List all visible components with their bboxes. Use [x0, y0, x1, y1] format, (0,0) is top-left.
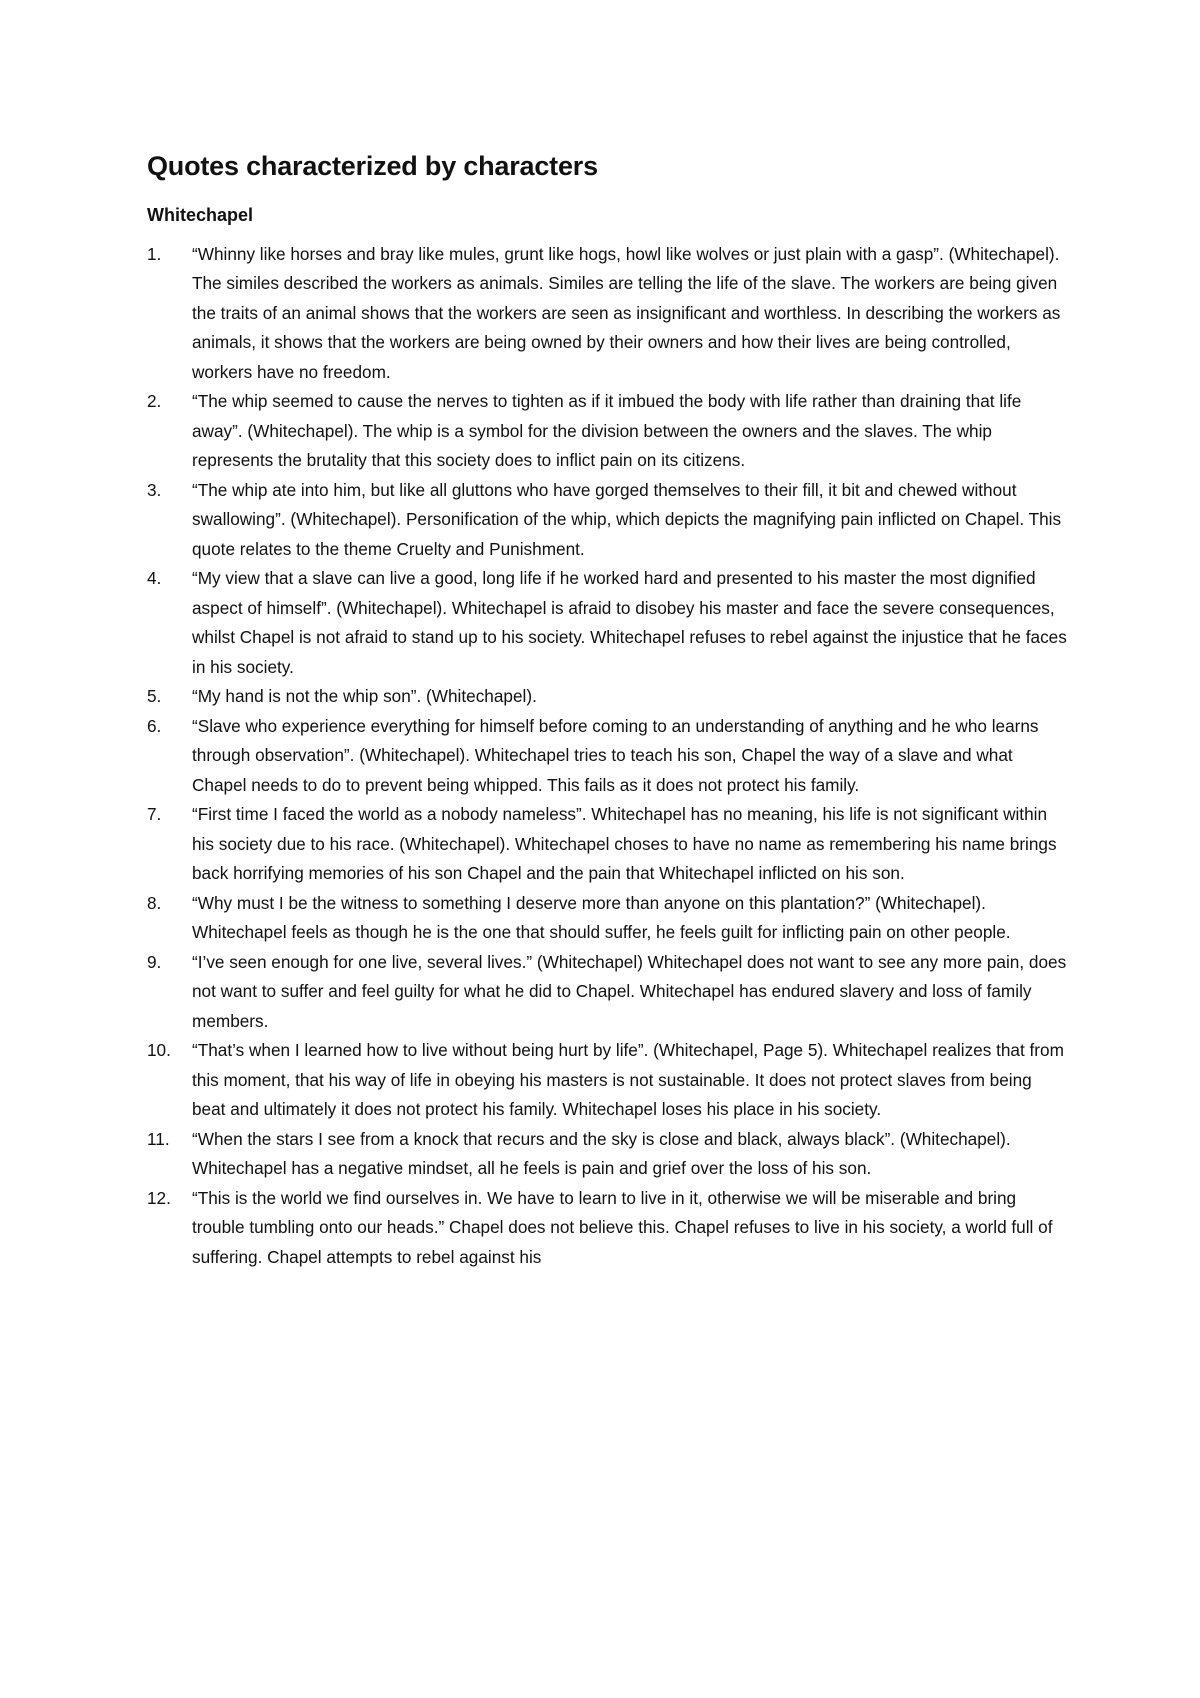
- list-item-text: “Whinny like horses and bray like mules, grunt like hogs, howl like wolves or just plain with a gasp”. (Whitechapel). The similes described the workers as animals. Similes are telling the life of the slave. The workers are being given the traits of an animal shows that the workers are seen as insignificant and worthless. In describing the workers as animals, it shows that the workers are being owned by their owners and how their lives are being controlled, workers have no freedom.: [192, 243, 1061, 382]
- list-item-number: 12.: [147, 1187, 171, 1208]
- list-item-text: “First time I faced the world as a nobody nameless”. Whitechapel has no meaning, his life is not significant within his society due to his race. (Whitechapel). Whitechapel choses to have no name as remembering his name brings back horrifying memories of his son Chapel and the pain that Whitechapel inflicted on his son.: [192, 804, 1057, 884]
- list-item: [147, 476, 1067, 565]
- list-item-number: 7.: [147, 804, 162, 825]
- list-item-number: 2.: [147, 391, 162, 412]
- list-item-text: “My hand is not the whip son”. (Whitechapel).: [192, 686, 537, 707]
- list-item: [147, 387, 1067, 476]
- list-item-number: 10.: [147, 1040, 171, 1061]
- section-heading: Whitechapel: [147, 205, 254, 226]
- list-item-text: “That’s when I learned how to live without being hurt by life”. (Whitechapel, Page 5). Whitechapel realizes that from this moment, that his way of life in obeying his masters is not sustainable. It does not protect slaves from being beat and ultimately it does not protect his family. Whitechapel loses his place in his society.: [192, 1040, 1064, 1120]
- list-item-text: “My view that a slave can live a good, long life if he worked hard and presented to his master the most dignified aspect of himself”. (Whitechapel). Whitechapel is afraid to disobey his master and face the severe consequences, whilst Chapel is not afraid to stand up to his society. Whitechapel refuses to rebel against the injustice that he faces in his society.: [192, 568, 1067, 677]
- list-item-text: “Slave who experience everything for himself before coming to an understanding of anything and he who learns through observation”. (Whitechapel). Whitechapel tries to teach his son, Chapel the way of a slave and what Chapel needs to do to prevent being whipped. This fails as it does not protect his family.: [192, 715, 1039, 795]
- list-item: [147, 564, 1067, 682]
- quote-list: [147, 240, 1067, 1273]
- list-item: [147, 1125, 1067, 1184]
- list-item: [147, 1036, 1067, 1125]
- list-item-number: 3.: [147, 479, 162, 500]
- list-item: [147, 682, 1067, 712]
- list-item: [147, 1184, 1067, 1273]
- list-item-number: 4.: [147, 568, 162, 589]
- list-item-text: “The whip seemed to cause the nerves to tighten as if it imbued the body with life rather than draining that life away”. (Whitechapel). The whip is a symbol for the division between the owners and the slaves. The whip represents the brutality that this society does to inflict pain on its citizens.: [192, 391, 1022, 471]
- document-content: [147, 150, 1067, 1272]
- list-item: [147, 948, 1067, 1037]
- list-item-number: 1.: [147, 243, 162, 264]
- list-item-text: “I’ve seen enough for one live, several lives.” (Whitechapel) Whitechapel does not want to see any more pain, does not want to suffer and feel guilty for what he did to Chapel. Whitechapel has endured slavery and loss of family members.: [192, 951, 1067, 1031]
- list-item: [147, 712, 1067, 801]
- list-item: [147, 889, 1067, 948]
- list-item-number: 6.: [147, 715, 162, 736]
- list-item-text: “When the stars I see from a knock that recurs and the sky is close and black, always black”. (Whitechapel). Whitechapel has a negative mindset, all he feels is pain and grief over the loss of his son.: [192, 1128, 1011, 1179]
- list-item: [147, 800, 1067, 889]
- list-item-text: “Why must I be the witness to something I deserve more than anyone on this plantation?” (Whitechapel). Whitechapel feels as though he is the one that should suffer, he feels guilt for inflicting pain on other people.: [192, 892, 1011, 943]
- list-item: [147, 240, 1067, 388]
- document-title: Quotes characterized by characters: [147, 151, 598, 181]
- list-item-number: 8.: [147, 892, 162, 913]
- list-item-number: 11.: [147, 1128, 170, 1149]
- list-item-number: 9.: [147, 951, 162, 972]
- list-item-number: 5.: [147, 686, 162, 707]
- list-item-text: “This is the world we find ourselves in. We have to learn to live in it, otherwise we will be miserable and bring trouble tumbling onto our heads.” Chapel does not believe this. Chapel refuses to live in his society, a world full of suffering. Chapel attempts to rebel against his: [192, 1187, 1053, 1267]
- list-item-text: “The whip ate into him, but like all gluttons who have gorged themselves to their fill, it bit and chewed without swallowing”. (Whitechapel). Personification of the whip, which depicts the magnifying pain inflicted on Chapel. This quote relates to the theme Cruelty and Punishment.: [192, 479, 1062, 559]
